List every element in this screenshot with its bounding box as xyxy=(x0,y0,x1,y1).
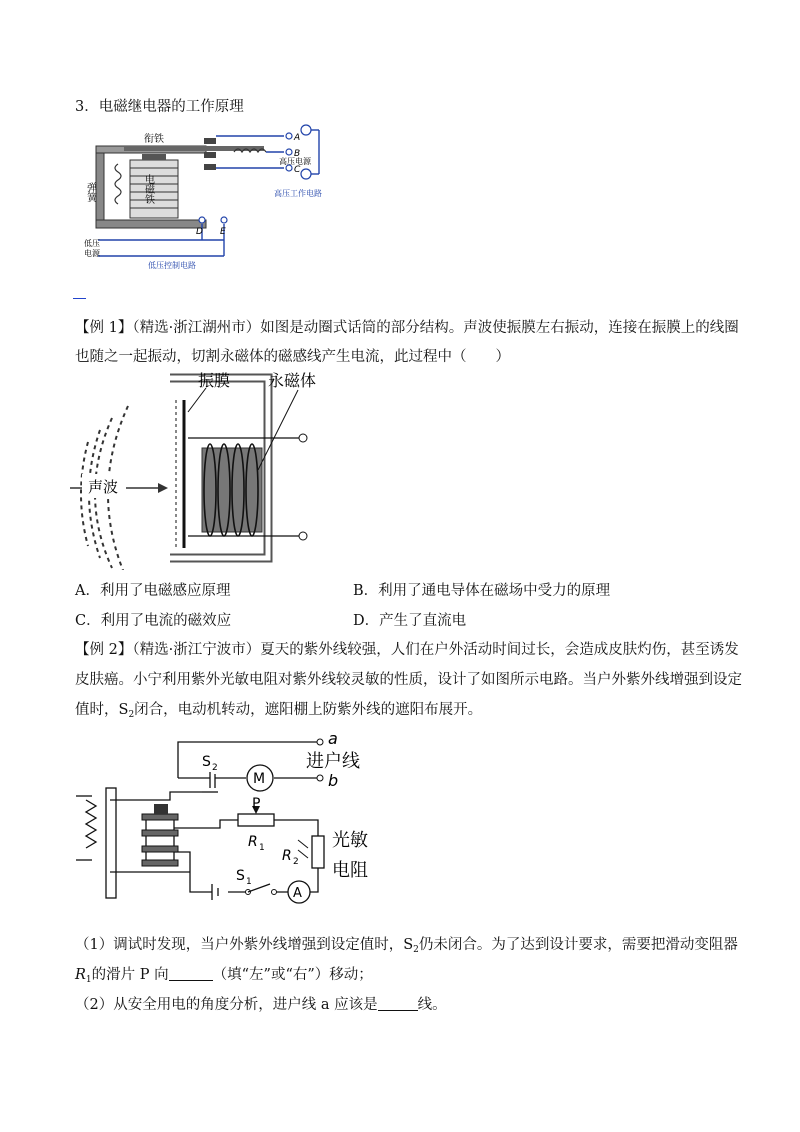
example-1-line-2: 也随之一起振动，切割永磁体的磁感线产生电流，此过程中（ ） xyxy=(75,349,510,365)
q1-post: 仍未闭合。为了达到设计要求，需要把滑动变阻器 xyxy=(418,937,738,953)
svg-text:高压电源: 高压电源 xyxy=(279,157,311,166)
svg-text:电源: 电源 xyxy=(84,249,100,258)
svg-text:低压控制电路: 低压控制电路 xyxy=(148,261,196,270)
microphone-diagram xyxy=(70,370,330,570)
svg-text:1: 1 xyxy=(246,877,252,887)
q2-pre: （2）从安全用电的角度分析，进户线 a 应该是 xyxy=(75,997,378,1013)
svg-text:2: 2 xyxy=(293,857,299,867)
svg-text:a: a xyxy=(328,730,338,748)
option-c[interactable]: C．利用了电流的磁效应 xyxy=(75,613,232,629)
example-1-source: （精选·浙江湖州市） xyxy=(132,320,261,336)
svg-text:永磁体: 永磁体 xyxy=(268,371,317,390)
svg-text:D: D xyxy=(196,227,203,237)
example-2-text-1: 夏天的紫外线较强，人们在户外活动时间过长，会造成皮肤灼伤，甚至诱发 xyxy=(260,642,739,658)
svg-text:R: R xyxy=(282,848,292,864)
question-2-line xyxy=(75,994,447,1016)
option-d[interactable]: D．产生了直流电 xyxy=(353,613,467,629)
svg-text:2: 2 xyxy=(212,763,218,773)
svg-text:1: 1 xyxy=(259,843,265,853)
relay-diagram xyxy=(84,124,344,272)
question-1-line-2 xyxy=(75,964,373,991)
svg-text:光敏: 光敏 xyxy=(332,830,368,851)
svg-text:电阻: 电阻 xyxy=(332,860,368,881)
svg-text:b: b xyxy=(328,771,339,790)
svg-text:S: S xyxy=(236,868,245,884)
example-2-line-3-sub: 2 xyxy=(128,710,135,720)
answer-blank-1[interactable] xyxy=(169,966,213,981)
svg-text:S: S xyxy=(202,754,211,770)
example-2-tag: 【例 2】 xyxy=(75,642,133,658)
svg-text:电磁铁: 电磁铁 xyxy=(142,174,154,204)
q1-pre: （1）调试时发现，当户外紫外线增强到设定值时，S xyxy=(75,937,414,953)
svg-text:E: E xyxy=(220,227,226,237)
svg-text:A: A xyxy=(293,886,302,901)
svg-text:高压工作电路: 高压工作电路 xyxy=(274,189,322,198)
example-2-line-3 xyxy=(75,699,482,726)
svg-text:声波: 声波 xyxy=(88,478,119,496)
example-1-tag: 【例 1】 xyxy=(75,320,133,336)
svg-text:C: C xyxy=(294,165,301,175)
q1b-post: 的滑片 P 向 xyxy=(91,967,169,983)
svg-text:R: R xyxy=(248,834,258,850)
svg-text:弹簧: 弹簧 xyxy=(84,182,96,202)
q2-post: 线。 xyxy=(417,997,447,1013)
svg-text:振膜: 振膜 xyxy=(198,371,231,390)
option-b[interactable]: B．利用了通电导体在磁场中受力的原理 xyxy=(353,583,611,599)
example-2-line-1 xyxy=(75,639,739,661)
answer-blank-2[interactable] xyxy=(378,996,418,1011)
svg-text:M: M xyxy=(253,771,266,787)
q1b-tail: （填“左”或“右”）移动； xyxy=(212,967,373,983)
svg-text:低压: 低压 xyxy=(84,239,100,248)
svg-text:进户线: 进户线 xyxy=(306,751,360,772)
link-underline-mark[interactable] xyxy=(73,298,86,299)
section-3-title: 3．电磁继电器的工作原理 xyxy=(75,99,244,115)
q1b-sub: 1 xyxy=(85,975,92,985)
example-2-line-3-post: 闭合，电动机转动，遮阳棚上防紫外线的遮阳布展开。 xyxy=(134,702,483,718)
q1-sub: 2 xyxy=(413,945,419,955)
svg-text:P: P xyxy=(252,796,261,812)
option-a[interactable]: A．利用了电磁感应原理 xyxy=(75,583,231,599)
svg-text:A: A xyxy=(294,133,301,143)
q1b-pre: R xyxy=(75,967,86,983)
uv-circuit-diagram xyxy=(70,730,390,920)
svg-text:B: B xyxy=(294,149,301,159)
example-1-text-1: 如图是动圈式话筒的部分结构。声波使振膜左右振动，连接在振膜上的线圈 xyxy=(260,320,739,336)
example-2-line-2: 皮肤癌。小宁利用紫外光敏电阻对紫外线较灵敏的性质，设计了如图所示电路。当户外紫外线增强到设定 xyxy=(75,672,742,688)
example-2-line-3-pre: 值时，S xyxy=(75,702,129,718)
question-1-line-1 xyxy=(75,934,738,961)
svg-text:衔铁: 衔铁 xyxy=(144,134,164,145)
example-2-source: （精选·浙江宁波市） xyxy=(132,642,261,658)
example-1-line-1 xyxy=(75,317,739,339)
